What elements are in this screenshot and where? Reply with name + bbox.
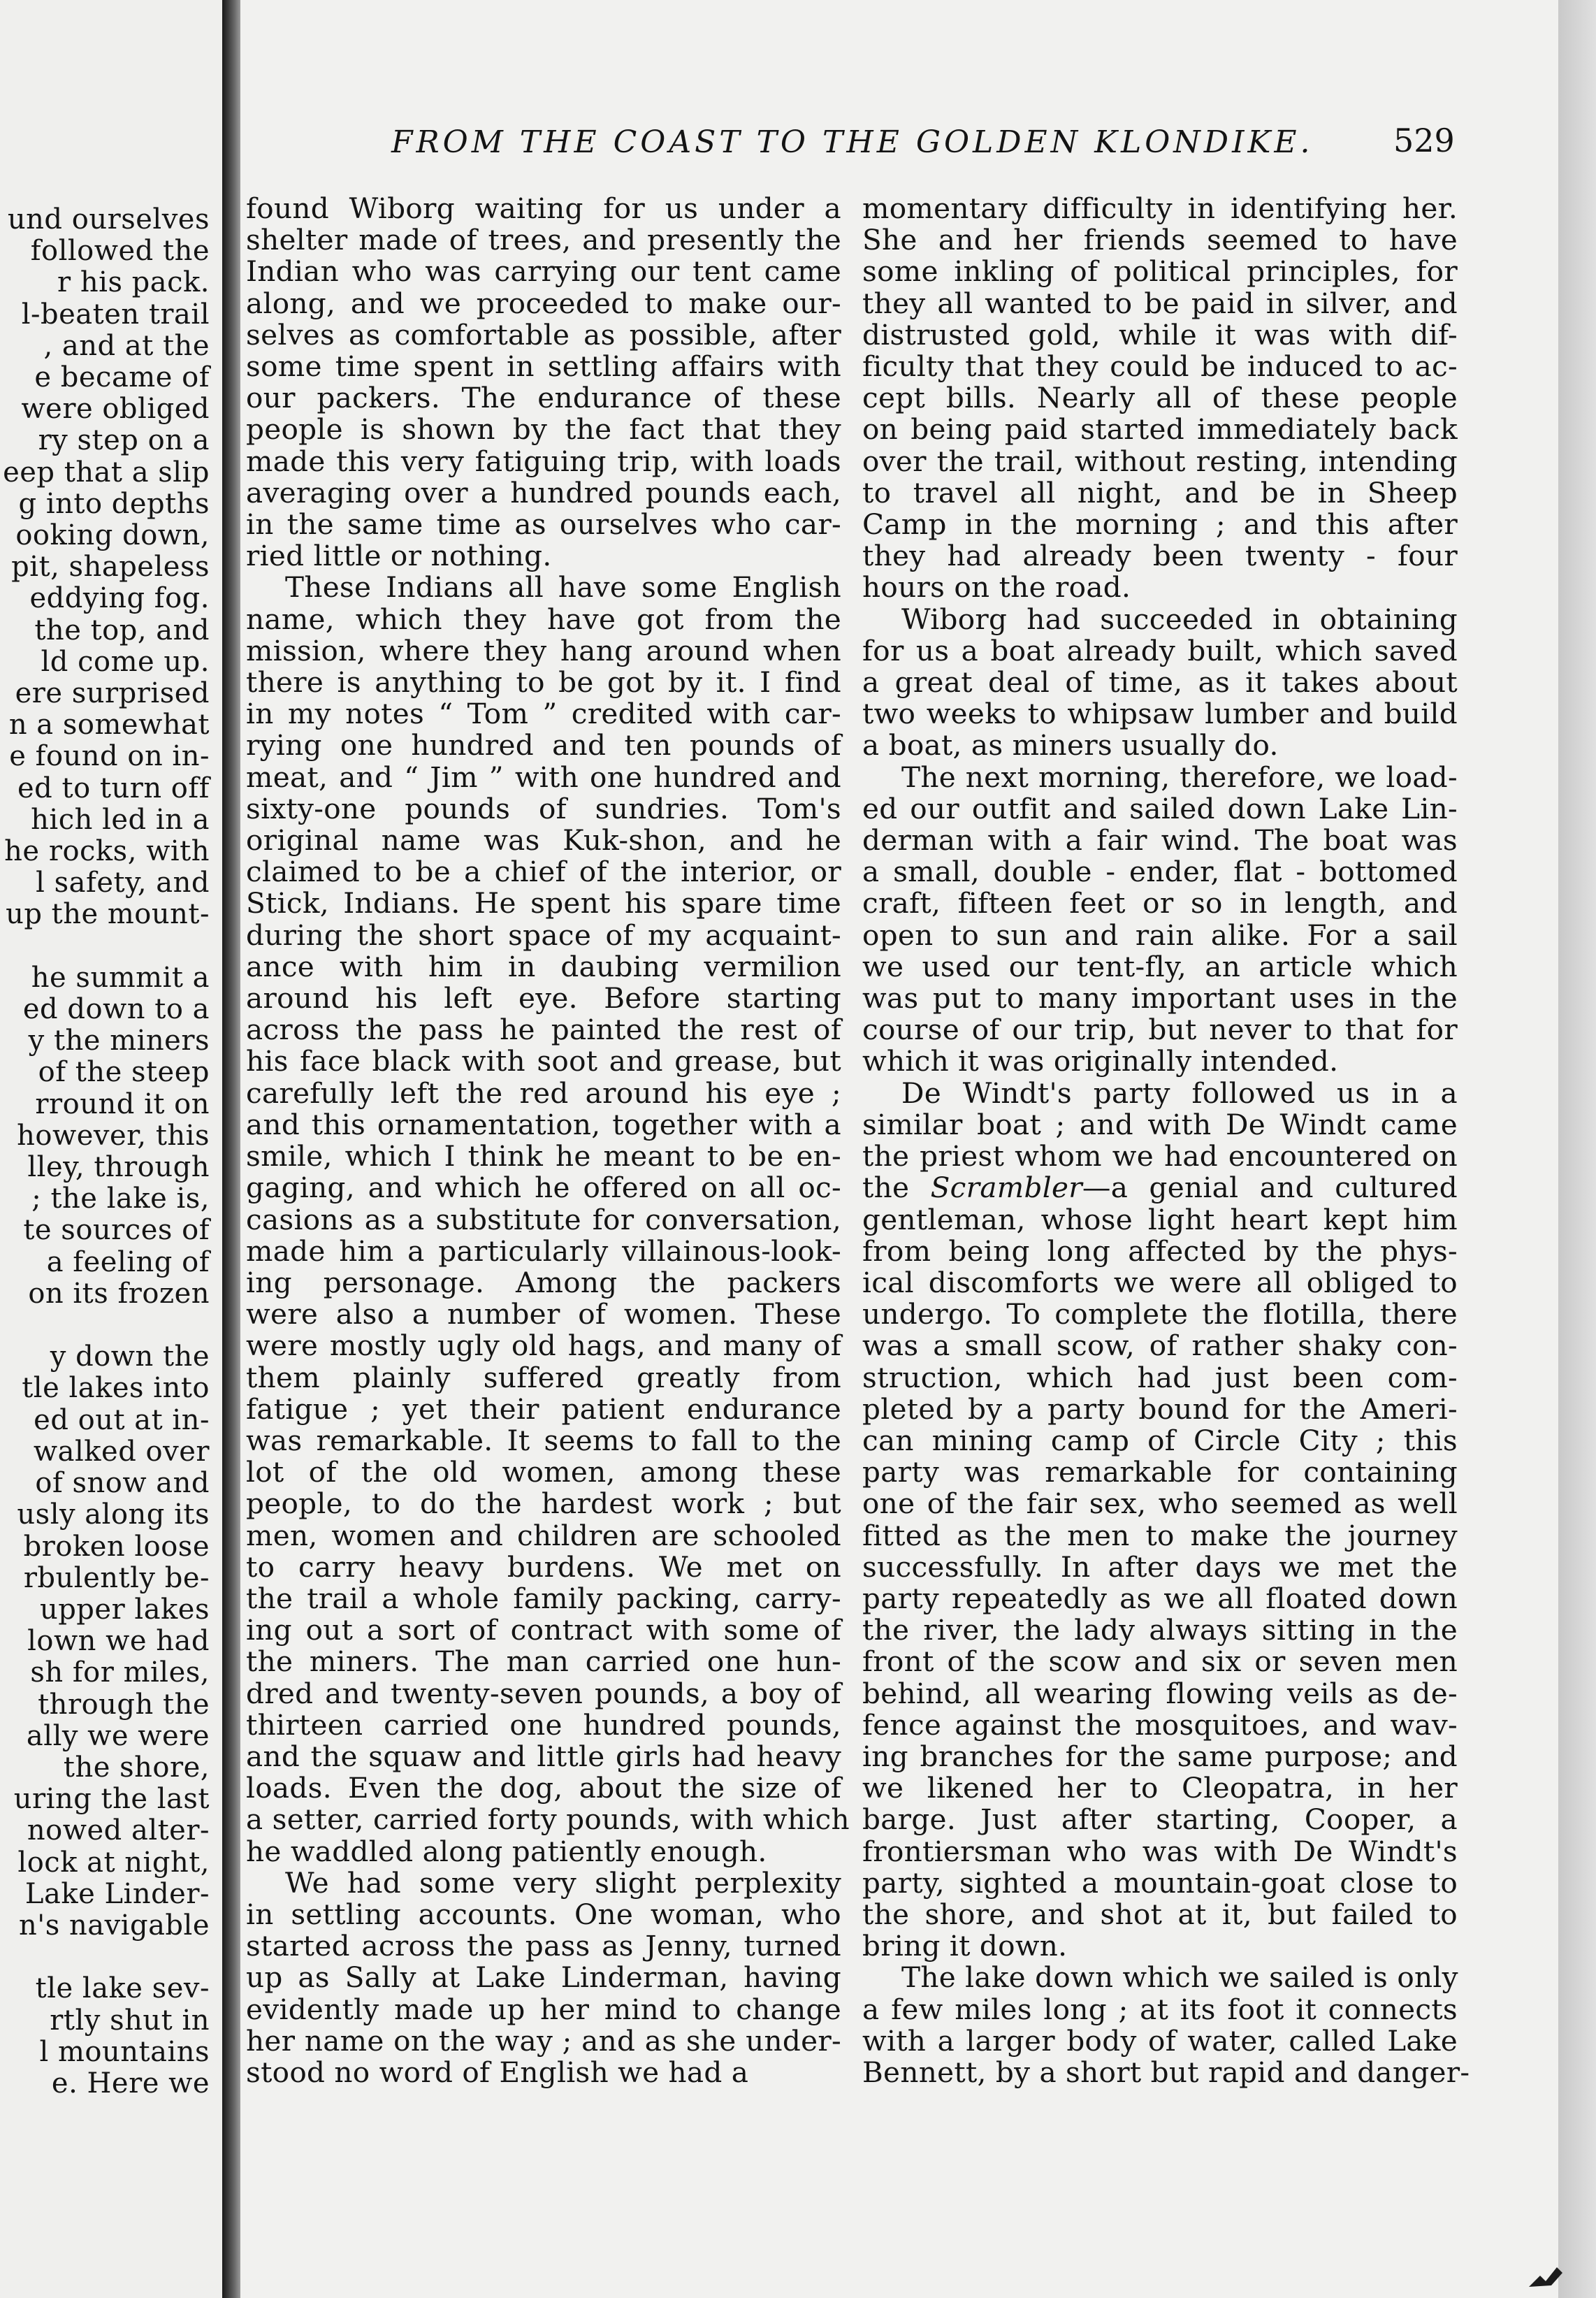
facing-page-line: up the mount- — [6, 898, 210, 931]
facing-page-line: sh for miles, — [30, 1656, 210, 1689]
facing-page-line: a feeling of — [46, 1245, 210, 1278]
facing-page-line: followed the — [30, 235, 210, 268]
text-line: which it was originally intended. — [862, 1044, 1339, 1078]
facing-page-line: on its frozen — [28, 1277, 210, 1310]
text-line: the miners. The man carried one hun- — [246, 1645, 841, 1679]
facing-page-line: e became of — [34, 361, 210, 394]
facing-page-text — [0, 204, 210, 2100]
facing-page-line: und ourselves — [7, 203, 210, 236]
text-line: in my notes “ Tom ” credited with car- — [246, 697, 841, 731]
text-line: similar boat ; and with De Windt came — [862, 1107, 1458, 1141]
text-line: The next morning, therefore, we load- — [901, 760, 1458, 794]
page-edge — [1558, 0, 1596, 2298]
text-line: men, women and children are schooled — [246, 1518, 841, 1552]
text-line: struction, which had just been com- — [862, 1360, 1458, 1394]
text-line: he waddled along patiently enough. — [246, 1834, 767, 1868]
facing-page-line: of the steep — [38, 1056, 210, 1089]
facing-page-line: ry step on a — [38, 424, 210, 457]
text-line: gentleman, whose light heart kept him — [862, 1202, 1458, 1236]
facing-page-line: l-beaten trail — [21, 298, 210, 331]
text-line: the trail a whole family packing, carry- — [246, 1581, 841, 1615]
text-line: and the squaw and little girls had heavy — [246, 1739, 841, 1773]
text-line: people is shown by the fact that they — [246, 412, 841, 447]
text-line: can mining camp of Circle City ; this — [862, 1423, 1458, 1457]
page-number: 529 — [1393, 122, 1455, 159]
text-line: a few miles long ; at its foot it connects — [862, 1992, 1458, 2026]
facing-page-line: ed out at in- — [34, 1403, 210, 1436]
text-line: gaging, and which he offered on all oc- — [246, 1171, 841, 1205]
text-line: the shore, and shot at it, but failed to — [862, 1897, 1458, 1931]
text-line: mission, where they hang around when — [246, 633, 841, 667]
facing-page-line: nowed alter- — [27, 1814, 210, 1847]
text-line: fitted as the men to make the journey — [862, 1518, 1458, 1552]
text-line: were mostly ugly old hags, and many of — [246, 1329, 841, 1363]
text-line: up as Sally at Lake Linderman, having — [246, 1960, 841, 1995]
text-line: cept bills. Nearly all of these people — [862, 381, 1458, 415]
text-line: shelter made of trees, and presently the — [246, 223, 841, 257]
facing-page-line: the shore, — [63, 1751, 210, 1784]
text-line: ing branches for the same purpose; and — [862, 1739, 1458, 1773]
text-line: was put to many important uses in the — [862, 981, 1458, 1016]
facing-page-line: r his pack. — [57, 266, 210, 299]
facing-page-line: uring the last — [13, 1783, 210, 1816]
text-line: in the same time as ourselves who car- — [246, 507, 841, 542]
text-line: successfully. In after days we met the — [862, 1549, 1458, 1584]
text-line: around his left eye. Before starting — [246, 981, 841, 1016]
text-line: during the short space of my acquaint- — [246, 918, 841, 952]
text-line: two weeks to whipsaw lumber and build — [862, 697, 1458, 731]
facing-page-line: ; the lake is, — [31, 1183, 210, 1215]
facing-page-line: , and at the — [43, 329, 210, 362]
text-line: carefully left the red around his eye ; — [246, 1076, 841, 1110]
facing-page-line: ally we were — [26, 1719, 210, 1752]
text-line: undergo. To complete the flotilla, there — [862, 1297, 1458, 1331]
text-line: party, sighted a mountain-goat close to — [862, 1865, 1458, 1900]
text-line: behind, all wearing flowing veils as de- — [862, 1676, 1458, 1710]
facing-page-line: pit, shapeless — [11, 551, 210, 584]
text-line: ing out a sort of contract with some of — [246, 1613, 841, 1647]
text-line: with a larger body of water, called Lake — [862, 2023, 1458, 2058]
facing-page-line: e. Here we — [51, 2067, 210, 2100]
text-line: we used our tent-fly, an article which — [862, 949, 1458, 983]
text-line: dred and twenty-seven pounds, a boy of — [246, 1676, 841, 1710]
text-line: there is anything to be got by it. I find — [246, 665, 841, 700]
text-line: along, and we proceeded to make our- — [246, 286, 841, 320]
facing-page-line: l safety, and — [36, 867, 210, 899]
text-line: were also a number of women. These — [246, 1297, 841, 1331]
text-line: evidently made up her mind to change — [246, 1992, 841, 2026]
text-line: found Wiborg waiting for us under a — [246, 192, 841, 225]
text-line: was a small scow, of rather shaky con- — [862, 1329, 1458, 1363]
facing-page-line: tle lake sev- — [35, 1972, 210, 2005]
text-line: derman with a fair wind. The boat was — [862, 823, 1458, 858]
facing-page-line: ere surprised — [15, 677, 210, 710]
text-line: open to sun and rain alike. For a sail — [862, 918, 1458, 952]
text-line: Camp in the morning ; and this after — [862, 507, 1458, 542]
text-line: momentary difficulty in identifying her. — [862, 192, 1458, 225]
text-line: the river, the lady always sitting in the — [862, 1613, 1458, 1647]
text-line: The lake down which we sailed is only — [901, 1960, 1458, 1995]
facing-page-line: tle lakes into — [22, 1372, 210, 1405]
text-line: loads. Even the dog, about the size of — [246, 1771, 841, 1805]
text-line: in settling accounts. One woman, who — [246, 1897, 841, 1931]
facing-page-line — [0, 1310, 210, 1341]
text-line: over the trail, without resting, intending — [862, 444, 1458, 478]
text-line: distrusted gold, while it was with dif- — [862, 317, 1458, 352]
text-line: the Scrambler—a genial and cultured — [862, 1171, 1458, 1205]
text-line: hours on the road. — [862, 570, 1131, 605]
text-line: selves as comfortable as possible, after — [246, 317, 841, 352]
text-line: Wiborg had succeeded in obtaining — [901, 602, 1458, 636]
text-line: Stick, Indians. He spent his spare time — [246, 886, 841, 920]
text-line: ing personage. Among the packers — [246, 1265, 841, 1299]
text-line: original name was Kuk-shon, and he — [246, 823, 841, 858]
facing-page-line: he rocks, with — [4, 835, 210, 868]
facing-page-line: the top, and — [34, 614, 210, 646]
text-line: one of the fair sex, who seemed as well — [862, 1487, 1458, 1521]
facing-page-line: lley, through — [27, 1151, 210, 1184]
facing-page-fragment — [0, 0, 222, 2298]
text-line: ried little or nothing. — [246, 539, 552, 573]
facing-page-line: e found on in- — [9, 740, 210, 773]
text-line: ed our outfit and sailed down Lake Lin- — [862, 791, 1458, 825]
facing-page-line: hich led in a — [31, 803, 210, 836]
text-line: made this very fatiguing trip, with loads — [246, 444, 841, 478]
facing-page-line: broken loose — [23, 1530, 210, 1563]
facing-page-line: lown we had — [27, 1625, 210, 1658]
text-line: a great deal of time, as it takes about — [862, 665, 1458, 700]
text-line: We had some very slight perplexity — [285, 1865, 841, 1900]
text-line: they had already been twenty - four — [862, 539, 1458, 573]
text-line: his face black with soot and grease, but — [246, 1044, 841, 1078]
facing-page-line: n's navigable — [18, 1909, 210, 1942]
text-line: a small, double - ender, flat - bottomed — [862, 855, 1458, 889]
text-line: and this ornamentation, together with a — [246, 1107, 841, 1141]
text-line: some time spent in settling affairs with — [246, 349, 841, 384]
text-line: front of the scow and six or seven men — [862, 1645, 1458, 1679]
text-line: to carry heavy burdens. We met on — [246, 1549, 841, 1584]
facing-page-line: g into depths — [18, 487, 210, 520]
text-column-left — [246, 192, 850, 2089]
facing-page-line: ld come up. — [41, 645, 210, 678]
facing-page-line: ed down to a — [22, 993, 210, 1026]
text-line: frontiersman who was with De Windt's — [862, 1834, 1458, 1868]
text-line: fence against the mosquitoes, and wav- — [862, 1707, 1458, 1742]
running-title: FROM THE COAST TO THE GOLDEN KLONDIKE. — [391, 124, 1314, 160]
text-line: from being long affected by the phys- — [862, 1234, 1458, 1268]
text-line: our packers. The endurance of these — [246, 381, 841, 415]
text-line: averaging over a hundred pounds each, — [246, 475, 841, 510]
facing-page-line: of snow and — [35, 1467, 210, 1500]
facing-page-line: l mountains — [39, 2035, 210, 2068]
text-line: De Windt's party followed us in a — [901, 1076, 1458, 1110]
facing-page-line: were obliged — [21, 393, 210, 426]
facing-page-line: y down the — [50, 1340, 210, 1373]
facing-page-line: rtly shut in — [50, 2004, 210, 2037]
facing-page-line: ooking down, — [15, 519, 210, 552]
text-line: was remarkable. It seems to fall to the — [246, 1423, 841, 1457]
text-line: course of our trip, but never to that for — [862, 1013, 1458, 1047]
facing-page-line: however, this — [17, 1119, 210, 1152]
facing-page-line: walked over — [33, 1435, 210, 1468]
facing-page-line: eddying fog. — [29, 582, 210, 615]
text-line: casions as a substitute for conversation, — [246, 1202, 841, 1236]
text-line: thirteen carried one hundred pounds, — [246, 1707, 841, 1742]
text-line: Indian who was carrying our tent came — [246, 254, 841, 289]
facing-page-line: rround it on — [35, 1087, 210, 1120]
facing-page-line: through the — [38, 1688, 210, 1721]
text-line: bring it down. — [862, 1929, 1068, 1963]
text-line: we likened her to Cleopatra, in her — [862, 1771, 1458, 1805]
text-line: they all wanted to be paid in silver, and — [862, 286, 1458, 320]
text-line: a boat, as miners usually do. — [862, 728, 1279, 763]
text-line: These Indians all have some English — [285, 570, 841, 605]
text-line: fatigue ; yet their patient endurance — [246, 1392, 841, 1426]
ship-name: Scrambler — [930, 1171, 1082, 1205]
facing-page-line: y the miners — [28, 1025, 210, 1057]
facing-page-line: eep that a slip — [3, 456, 210, 489]
facing-page-line: Lake Linder- — [24, 1877, 210, 1910]
text-line: party repeatedly as we all floated down — [862, 1581, 1458, 1615]
facing-page-line: n a somewhat — [8, 709, 210, 742]
book-gutter — [222, 0, 240, 2298]
text-column-right — [862, 192, 1470, 2089]
text-line: some inkling of political principles, for — [862, 254, 1458, 289]
text-line: on being paid started immediately back — [862, 412, 1458, 447]
text-line: lot of the old women, among these — [246, 1455, 841, 1489]
text-line: smile, which I think he meant to be en- — [246, 1139, 841, 1173]
facing-page-line: rbulently be- — [23, 1561, 210, 1594]
text-line: She and her friends seemed to have — [862, 223, 1458, 257]
facing-page-line: usly along its — [17, 1498, 210, 1531]
text-line: to travel all night, and be in Sheep — [862, 475, 1458, 510]
facing-page-line: lock at night, — [17, 1846, 210, 1879]
text-line: a setter, carried forty pounds, with which — [246, 1802, 850, 1837]
text-line: started across the pass as Jenny, turned — [246, 1929, 841, 1963]
text-line: for us a boat already built, which saved — [862, 633, 1458, 667]
text-line: people, to do the hardest work ; but — [246, 1487, 841, 1521]
text-line: made him a particularly villainous-look- — [246, 1234, 841, 1268]
text-line: ficulty that they could be induced to ac- — [862, 349, 1458, 384]
text-line: pleted by a party bound for the Ameri- — [862, 1392, 1458, 1426]
facing-page-line: ed to turn off — [17, 772, 210, 804]
text-line: the priest whom we had encountered on — [862, 1139, 1458, 1173]
text-line: name, which they have got from the — [246, 602, 841, 636]
facing-page-line: te sources of — [23, 1214, 210, 1247]
facing-page-line: he summit a — [31, 961, 210, 994]
text-line: across the pass he painted the rest of — [246, 1013, 841, 1047]
text-line: meat, and “ Jim ” with one hundred and — [246, 760, 841, 794]
scanner-corner-mark — [1526, 2262, 1565, 2290]
text-line: barge. Just after starting, Cooper, a — [862, 1802, 1458, 1837]
text-line: ance with him in daubing vermilion — [246, 949, 841, 983]
text-line: her name on the way ; and as she under- — [246, 2023, 841, 2058]
text-line: stood no word of English we had a — [246, 2055, 749, 2089]
text-line: Bennett, by a short but rapid and danger- — [862, 2055, 1470, 2089]
facing-page-line — [0, 1942, 210, 1973]
facing-page-line — [0, 931, 210, 962]
text-line: ical discomforts we were all obliged to — [862, 1265, 1458, 1299]
text-line: party was remarkable for containing — [862, 1455, 1458, 1489]
facing-page-line: upper lakes — [39, 1593, 210, 1626]
text-line: claimed to be a chief of the interior, or — [246, 855, 841, 889]
text-line: them plainly suffered greatly from — [246, 1360, 841, 1394]
text-line: sixty-one pounds of sundries. Tom's — [246, 791, 841, 825]
text-line: craft, fifteen feet or so in length, and — [862, 886, 1458, 920]
text-line: rying one hundred and ten pounds of — [246, 728, 841, 763]
